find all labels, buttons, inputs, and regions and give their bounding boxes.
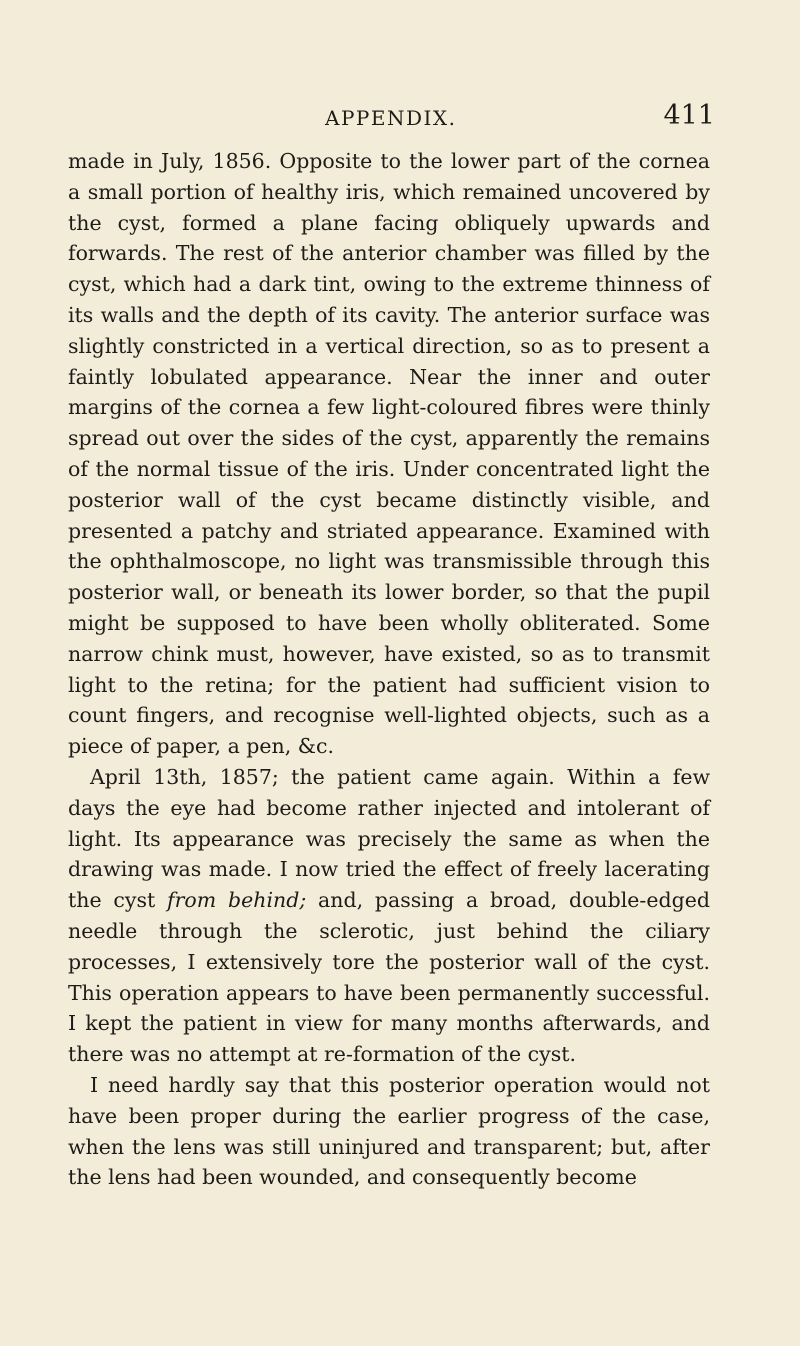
paragraph-text: and, passing a broad, double-edged needle through the sclerotic, just behind the ciliary processes, I extensively tore the posterior wall of the cyst. This operation appears to have been permanently successful. I kept the patient in view for many months afterwards, and there was no attempt at re-formation of the cyst.: [68, 888, 710, 1067]
page-number: 411: [663, 100, 715, 131]
body-text: [68, 146, 710, 1193]
paragraph-posterior-operation: I need hardly say that this posterior operation would not have been proper during the earlier progress of the case, when the lens was still uninjured and transparent; but, after the lens had been wounded, and consequently become: [68, 1072, 710, 1190]
running-head: APPENDIX.: [325, 106, 457, 130]
paragraph-april-visit: [68, 762, 710, 1070]
paragraph-continuation: made in July, 1856. Opposite to the lower part of the cornea a small portion of healthy iris, which remained uncovered by the cyst, formed a plane facing obliquely upwards and forwards. The rest of the anterior chamber was filled by the cyst, which had a dark tint, owing to the extreme thinness of its walls and the depth of its cavity. The anterior surface was slightly constricted in a vertical direction, so as to present a faintly lobulated appearance. Near the inner and outer margins of the cornea a few light-coloured fibres were thinly spread out over the sides of the cyst, apparently the remains of the normal tissue of the iris. Under concentrated light the posterior wall of the cyst became distinctly visible, and presented a patchy and striated appearance. Examined with the ophthalmoscope, no light was transmissible through this posterior wall, or beneath its lower border, so that the pupil might be supposed to have been wholly obliterated. Some narrow chink must, however, have existed, so as to transmit light to the retina; for the patient had sufficient vision to count fingers, and recognise well-lighted objects, such as a piece of paper, a pen, &c.: [68, 149, 710, 759]
italic-phrase: from behind;: [167, 888, 307, 913]
page-header: [60, 100, 715, 140]
paragraph-text: April 13th, 1857; the patient came again. Within a few days the eye had become rather injected and intolerant of light. Its appearance was precisely the same as when the drawing was made. I now tried the effect of freely lacerating the cyst: [68, 764, 710, 913]
